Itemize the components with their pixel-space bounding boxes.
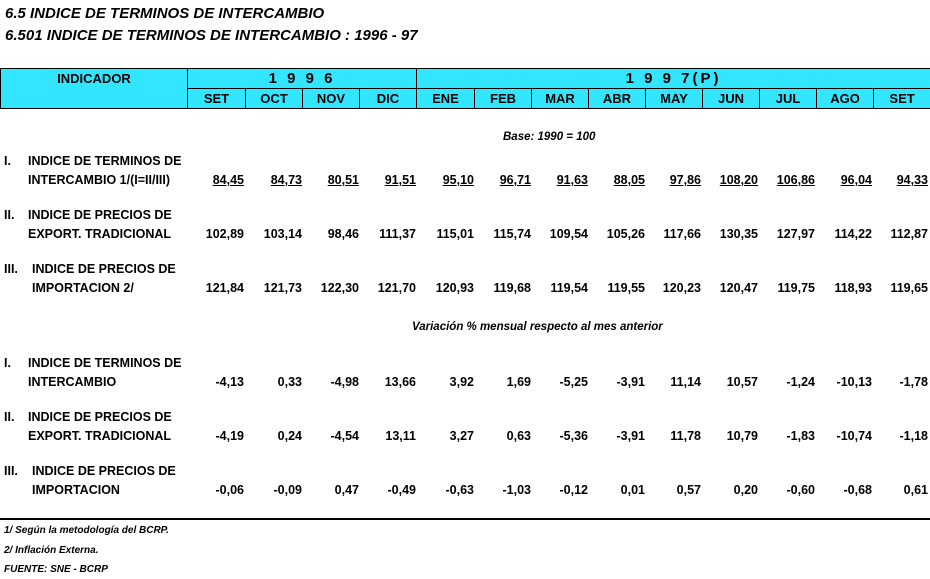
month-header: MAY: [646, 89, 703, 109]
year-1997-header: 1 9 9 7(P): [417, 69, 930, 89]
table-cell: 98,46: [327, 227, 359, 241]
table-cell: -4,54: [330, 429, 359, 443]
row-label: INDICE DE PRECIOS DE: [32, 262, 176, 276]
table-cell: 119,54: [550, 281, 588, 295]
table-cell: 88,05: [613, 173, 645, 187]
table-cell: 114,22: [834, 227, 872, 241]
table-cell: -0,63: [445, 483, 474, 497]
table-cell: 84,73: [270, 173, 302, 187]
table-cell: -3,91: [616, 429, 645, 443]
section-caption: Variación % mensual respecto al mes anterior: [412, 321, 663, 333]
table-cell: 0,57: [676, 483, 701, 497]
table-cell: 0,01: [620, 483, 645, 497]
table-cell: 0,63: [506, 429, 531, 443]
table-cell: -1,18: [899, 429, 928, 443]
table-cell: -4,13: [215, 375, 244, 389]
month-header: SET: [874, 89, 930, 109]
row-label: INDICE DE PRECIOS DE: [28, 208, 172, 222]
row-number: I.: [4, 154, 11, 168]
month-header: SET: [188, 89, 246, 109]
table-cell: -5,25: [559, 375, 588, 389]
table-cell: 3,27: [449, 429, 474, 443]
table-cell: 97,86: [669, 173, 701, 187]
table-cell: 0,24: [277, 429, 302, 443]
table-cell: 121,84: [205, 281, 244, 295]
table-cell: -4,98: [330, 375, 359, 389]
table-cell: -1,83: [786, 429, 815, 443]
indicator-header: INDICADOR: [1, 69, 188, 109]
table-cell: 120,93: [435, 281, 474, 295]
table-cell: -1,24: [786, 375, 815, 389]
table-cell: -10,13: [836, 375, 872, 389]
table-cell: 11,78: [670, 429, 701, 443]
table-cell: 115,74: [493, 227, 531, 241]
table-cell: 102,89: [205, 227, 244, 241]
year-1996-header: 1 9 9 6: [188, 69, 417, 89]
table-cell: 13,11: [385, 429, 416, 443]
row-label: INDICE DE PRECIOS DE: [32, 464, 176, 478]
table-cell: 96,04: [840, 173, 872, 187]
table-cell: 91,63: [556, 173, 588, 187]
row-label: IMPORTACION: [32, 483, 120, 497]
table-cell: 119,65: [890, 281, 928, 295]
table-cell: 3,92: [449, 375, 474, 389]
table-cell: -0,06: [215, 483, 244, 497]
row-label: EXPORT. TRADICIONAL: [28, 227, 172, 241]
table-cell: 122,30: [320, 281, 359, 295]
table-cell: 119,68: [493, 281, 531, 295]
table-cell: -3,91: [616, 375, 645, 389]
row-number: I.: [4, 356, 11, 370]
table-cell: 94,33: [896, 173, 928, 187]
table-subtitle: 6.501 INDICE DE TERMINOS DE INTERCAMBIO : 1996 - 97: [5, 27, 418, 44]
footer-rule: [0, 518, 930, 520]
table-cell: 11,14: [670, 375, 701, 389]
table-cell: 95,10: [442, 173, 474, 187]
table-cell: 127,97: [776, 227, 815, 241]
table-cell: 119,75: [777, 281, 815, 295]
table-cell: 120,23: [662, 281, 701, 295]
footnote-2: 2/ Inflación Externa.: [4, 545, 99, 556]
table-cell: -0,60: [786, 483, 815, 497]
header-table: [0, 68, 930, 109]
table-cell: 119,55: [607, 281, 645, 295]
table-cell: 1,69: [506, 375, 531, 389]
table-cell: 80,51: [327, 173, 359, 187]
table-cell: 0,61: [903, 483, 928, 497]
table-cell: 109,54: [549, 227, 588, 241]
table-cell: -0,09: [273, 483, 302, 497]
table-cell: 91,51: [384, 173, 416, 187]
month-header: MAR: [532, 89, 589, 109]
table-cell: 0,33: [277, 375, 302, 389]
table-cell: -0,68: [843, 483, 872, 497]
month-header: DIC: [360, 89, 417, 109]
footnote-1: 1/ Según la metodología del BCRP.: [4, 525, 169, 536]
row-label: INTERCAMBIO: [28, 375, 117, 389]
month-header: AGO: [817, 89, 874, 109]
row-label: IMPORTACION 2/: [32, 281, 134, 295]
table-cell: 121,70: [377, 281, 416, 295]
month-header: ENE: [417, 89, 475, 109]
table-cell: -1,78: [899, 375, 928, 389]
table-cell: 0,20: [733, 483, 758, 497]
month-header: NOV: [303, 89, 360, 109]
row-label: INDICE DE PRECIOS DE: [28, 410, 172, 424]
row-number: III.: [4, 464, 18, 478]
table-cell: 103,14: [263, 227, 302, 241]
row-number: III.: [4, 262, 18, 276]
table-cell: 10,79: [726, 429, 758, 443]
table-cell: 106,86: [776, 173, 815, 187]
row-number: II.: [4, 410, 15, 424]
month-header: JUL: [760, 89, 817, 109]
table-cell: 117,66: [663, 227, 701, 241]
table-cell: 84,45: [212, 173, 244, 187]
month-header: FEB: [475, 89, 532, 109]
month-header: ABR: [589, 89, 646, 109]
table-cell: 120,47: [719, 281, 758, 295]
section-caption: Base: 1990 = 100: [503, 131, 596, 143]
month-header: JUN: [703, 89, 760, 109]
table-title: 6.5 INDICE DE TERMINOS DE INTERCAMBIO: [5, 5, 325, 22]
table-cell: -10,74: [836, 429, 872, 443]
row-label: INDICE DE TERMINOS DE: [28, 356, 182, 370]
table-cell: 10,57: [726, 375, 758, 389]
table-cell: 121,73: [263, 281, 302, 295]
table-cell: 108,20: [719, 173, 758, 187]
table-cell: 0,47: [334, 483, 359, 497]
row-number: II.: [4, 208, 15, 222]
table-cell: 96,71: [499, 173, 531, 187]
row-label: INDICE DE TERMINOS DE: [28, 154, 182, 168]
source-note: FUENTE: SNE - BCRP: [4, 564, 108, 575]
table-cell: -0,12: [559, 483, 588, 497]
table-cell: -4,19: [215, 429, 244, 443]
row-label: EXPORT. TRADICIONAL: [28, 429, 172, 443]
table-cell: -5,36: [559, 429, 588, 443]
row-label: INTERCAMBIO 1/(I=II/III): [28, 173, 171, 187]
table-cell: 112,87: [890, 227, 928, 241]
table-cell: 13,66: [384, 375, 416, 389]
table-cell: 105,26: [606, 227, 645, 241]
table-cell: 118,93: [834, 281, 872, 295]
table-cell: 111,37: [379, 227, 416, 241]
table-cell: 115,01: [436, 227, 474, 241]
month-header: OCT: [246, 89, 303, 109]
table-cell: -0,49: [387, 483, 416, 497]
table-cell: -1,03: [502, 483, 531, 497]
table-cell: 130,35: [719, 227, 758, 241]
